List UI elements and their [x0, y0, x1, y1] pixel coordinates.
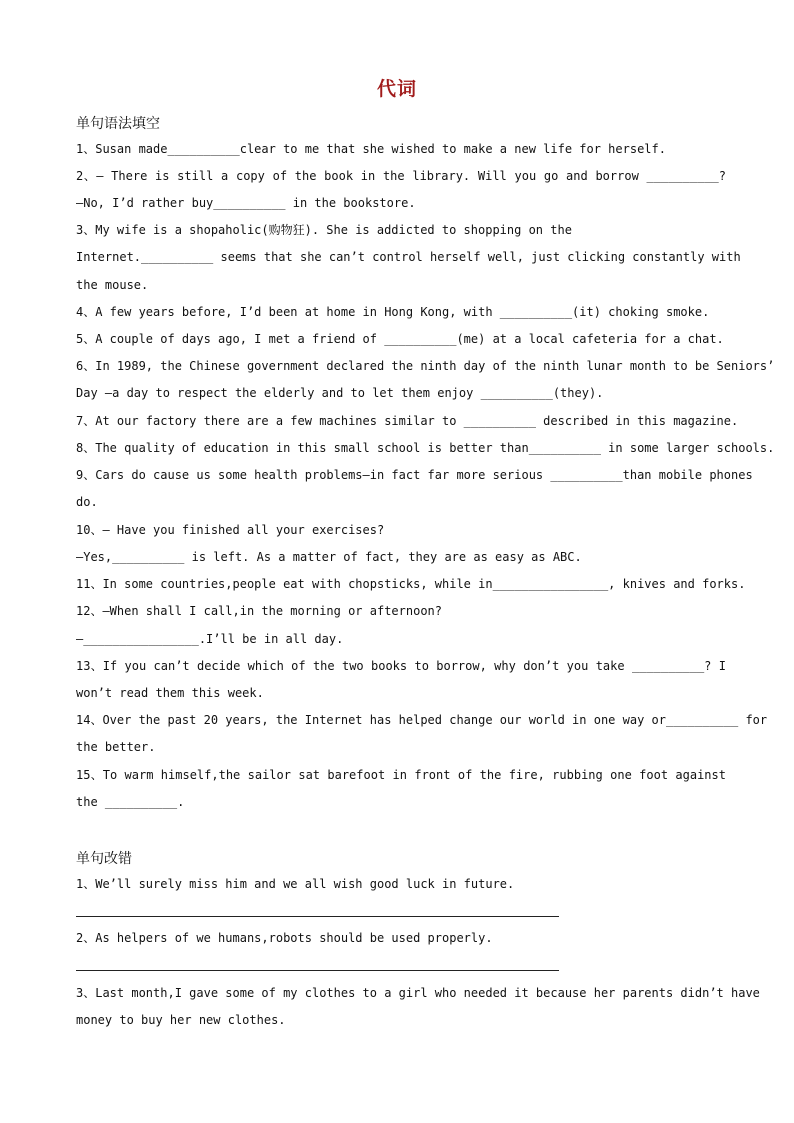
correction-item-3-line-2: money to buy her new clothes.: [76, 1013, 286, 1027]
page-title: 代词: [376, 78, 417, 100]
section-heading-correction: 单句改错: [76, 851, 132, 867]
question-2-line-1: 2、— There is still a copy of the book in the library. Will you go and borrow __________?: [76, 169, 726, 183]
answer-line-1[interactable]: [76, 916, 559, 917]
question-13-line-1: 13、If you can’t decide which of the two books to borrow, why don’t you take __________? I: [76, 659, 726, 673]
question-14-line-2: the better.: [76, 740, 156, 754]
question-5: 5、A couple of days ago, I met a friend of __________(me) at a local cafeteria for a chat.: [76, 332, 724, 346]
question-12-line-1: 12、—When shall I call,in the morning or afternoon?: [76, 604, 443, 618]
question-3-line-3: the mouse.: [76, 278, 149, 292]
answer-line-2[interactable]: [76, 970, 559, 971]
question-1: 1、Susan made__________clear to me that she wished to make a new life for herself.: [76, 142, 666, 156]
question-11: 11、In some countries,people eat with chopsticks, while in________________, knives and forks.: [76, 577, 746, 591]
question-6-line-1: 6、In 1989, the Chinese government declared the ninth day of the ninth lunar month to be Seniors’: [76, 359, 775, 373]
question-4: 4、A few years before, I’d been at home in Hong Kong, with __________(it) choking smoke.: [76, 305, 710, 319]
question-9-line-2: do.: [76, 495, 98, 509]
question-6-line-2: Day —a day to respect the elderly and to let them enjoy __________(they).: [76, 386, 604, 400]
question-2-line-2: —No, I’d rather buy__________ in the bookstore.: [76, 196, 416, 210]
question-13-line-2: won’t read them this week.: [76, 686, 264, 700]
question-12-line-2: —________________.I’ll be in all day.: [76, 632, 344, 646]
correction-item-3-line-1: 3、Last month,I gave some of my clothes to a girl who needed it because her parents didn’t have: [76, 986, 760, 1000]
question-7: 7、At our factory there are a few machines similar to __________ described in this magazine.: [76, 414, 739, 428]
question-10-line-1: 10、— Have you finished all your exercises?: [76, 523, 385, 537]
question-14-line-1: 14、Over the past 20 years, the Internet has helped change our world in one way or__________ for: [76, 713, 768, 727]
question-8: 8、The quality of education in this small school is better than__________ in some larger schools.: [76, 441, 775, 455]
question-15-line-1: 15、To warm himself,the sailor sat barefoot in front of the fire, rubbing one foot against: [76, 768, 726, 782]
correction-item-1: 1、We’ll surely miss him and we all wish good luck in future.: [76, 877, 515, 891]
question-9-line-1: 9、Cars do cause us some health problems—in fact far more serious __________than mobile phones: [76, 468, 753, 482]
correction-item-2: 2、As helpers of we humans,robots should be used properly.: [76, 931, 493, 945]
section-heading-fill-in: 单句语法填空: [76, 116, 160, 132]
question-3-line-2: Internet.__________ seems that she can’t control herself well, just clicking constantly with: [76, 250, 741, 264]
question-10-line-2: —Yes,__________ is left. As a matter of fact, they are as easy as ABC.: [76, 550, 582, 564]
question-3-line-1: 3、My wife is a shopaholic(购物狂). She is addicted to shopping on the: [76, 223, 572, 237]
question-15-line-2: the __________.: [76, 795, 185, 809]
